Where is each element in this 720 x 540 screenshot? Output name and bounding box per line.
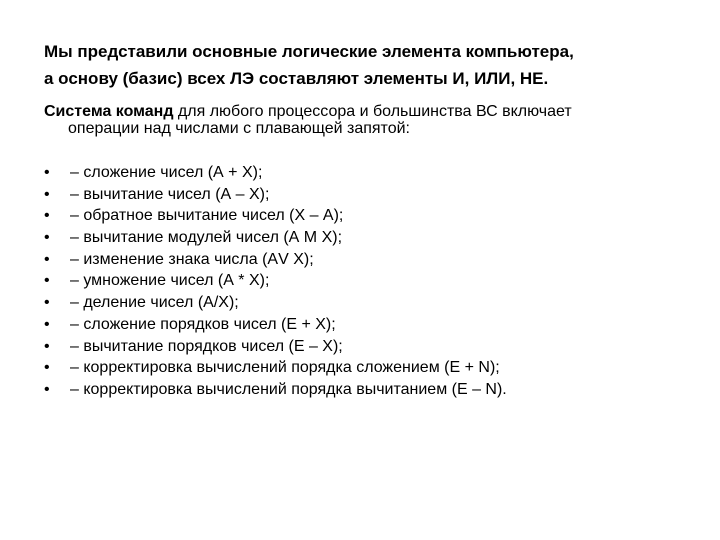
list-item [44, 314, 507, 336]
heading-line-2: а основу (базис) всех ЛЭ составляют элементы И, ИЛИ, НЕ. [44, 69, 549, 88]
slide-heading [44, 38, 704, 92]
intro-line-1-rest: для любого процессора и большинства ВС включает [173, 103, 572, 120]
operation-text: – вычитание модулей чисел (А М Х); [70, 229, 343, 247]
bullet-icon: • [44, 380, 50, 398]
bullet-icon: • [44, 207, 50, 225]
bullet-icon: • [44, 272, 50, 290]
list-item [44, 336, 507, 358]
operation-text: – сложение чисел (А + Х); [70, 164, 263, 181]
operation-text: – умножение чисел (А * Х); [70, 272, 270, 290]
bullet-icon: • [44, 164, 50, 181]
operation-text: – корректировка вычислений порядка вычитанием (Е – N). [70, 380, 507, 398]
list-item [44, 292, 507, 314]
list-item [44, 270, 507, 292]
intro-line-2: операции над числами с плавающей запятой: [68, 120, 410, 137]
list-item [44, 205, 507, 227]
list-item [44, 184, 507, 206]
bullet-icon: • [44, 229, 50, 247]
operation-text: – сложение порядков чисел (Е + Х); [70, 315, 336, 333]
operation-text: – корректировка вычислений порядка сложением (Е + N); [70, 359, 500, 377]
operation-text: – изменение знака числа (АV Х); [70, 250, 314, 268]
list-item [44, 227, 507, 249]
list-item [44, 162, 507, 184]
bullet-icon: • [44, 315, 50, 333]
bullet-icon: • [44, 359, 50, 377]
bullet-icon: • [44, 337, 50, 355]
operation-text: – вычитание порядков чисел (Е – Х); [70, 337, 343, 355]
list-item [44, 357, 507, 379]
operation-text: – деление чисел (А/Х); [70, 294, 239, 312]
intro-paragraph [44, 103, 684, 137]
operation-text: – вычитание чисел (А – Х); [70, 185, 270, 203]
operations-list [44, 162, 507, 401]
list-item [44, 379, 507, 401]
operation-text: – обратное вычитание чисел (Х – А); [70, 207, 344, 225]
bullet-icon: • [44, 185, 50, 203]
list-item [44, 249, 507, 271]
heading-line-1: Мы представили основные логические элемента компьютера, [44, 42, 574, 61]
intro-bold-term: Система команд [44, 103, 174, 120]
bullet-icon: • [44, 250, 50, 268]
bullet-icon: • [44, 294, 50, 312]
